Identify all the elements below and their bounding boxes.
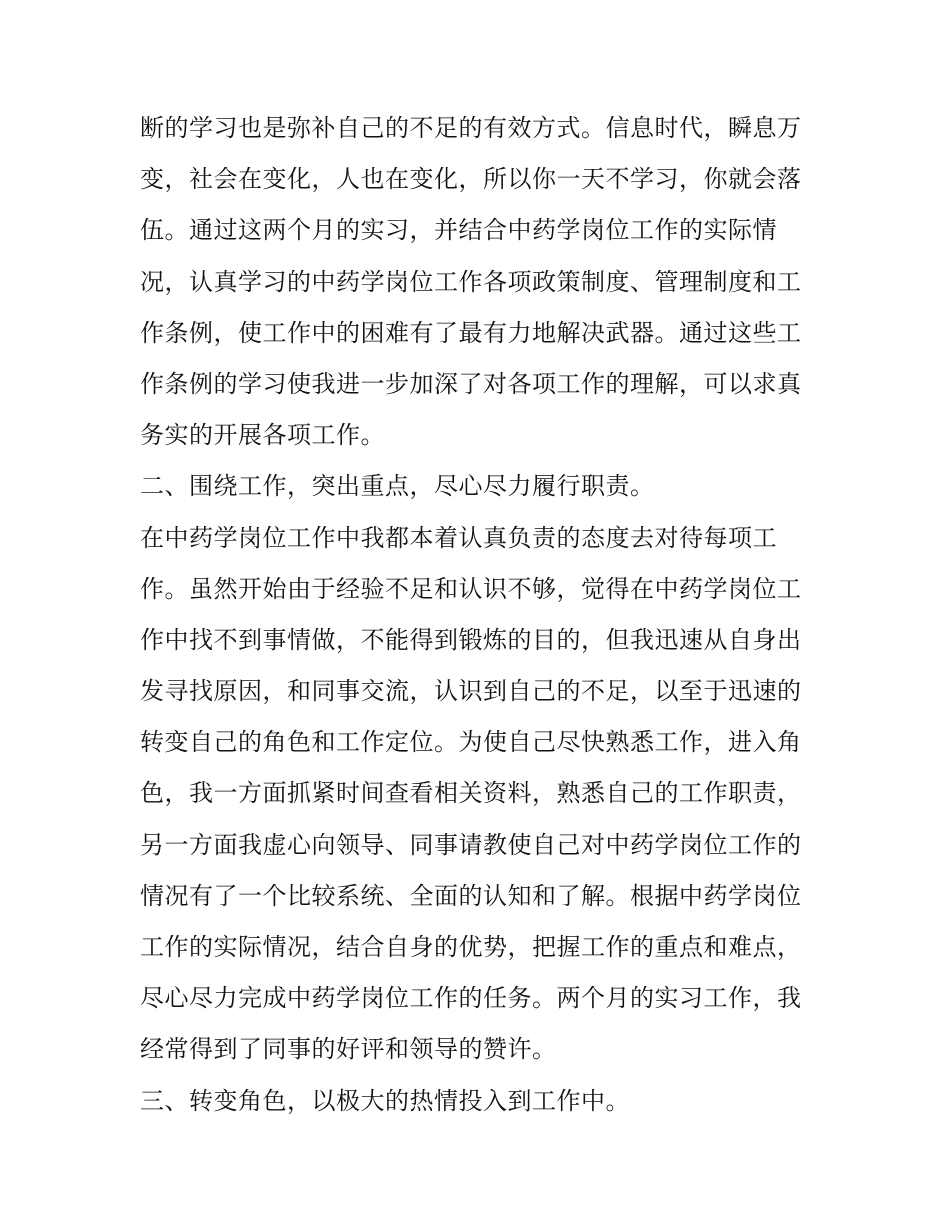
document-body: [140, 103, 820, 1127]
text-line: 经常得到了同事的好评和领导的赞许。: [140, 1035, 557, 1064]
text-line: 伍。通过这两个月的实习，并结合中药学岗位工作的实际情: [140, 216, 777, 245]
text-line: 断的学习也是弥补自己的不足的有效方式。信息时代，瞬息万: [140, 114, 802, 142]
text-line: 作。虽然开始由于经验不足和认识不够，觉得在中药学岗位工: [140, 574, 802, 603]
section-heading: 二、围绕工作，突出重点，尽心尽力履行职责。: [140, 472, 655, 501]
text-line: 作条例，使工作中的困难有了最有力地解决武器。通过这些工: [140, 318, 802, 347]
text-line: 况，认真学习的中药学岗位工作各项政策制度、管理制度和工: [140, 267, 802, 296]
text-line: 在中药学岗位工作中我都本着认真负责的态度去对待每项工: [140, 523, 777, 552]
text-line: 作中找不到事情做，不能得到锻炼的目的，但我迅速从自身出: [140, 625, 802, 654]
text-line: 情况有了一个比较系统、全面的认知和了解。根据中药学岗位: [140, 881, 802, 910]
text-line: 尽心尽力完成中药学岗位工作的任务。两个月的实习工作，我: [140, 984, 802, 1013]
text-line: 发寻找原因，和同事交流，认识到自己的不足，以至于迅速的: [140, 677, 802, 706]
section-heading: 三、转变角色，以极大的热情投入到工作中。: [140, 1086, 630, 1115]
text-line: 另一方面我虚心向领导、同事请教使自己对中药学岗位工作的: [140, 830, 802, 859]
text-line: 变，社会在变化，人也在变化，所以你一天不学习，你就会落: [140, 165, 802, 194]
text-line: 作条例的学习使我进一步加深了对各项工作的理解，可以求真: [140, 369, 802, 398]
text-line: 色，我一方面抓紧时间查看相关资料，熟悉自己的工作职责，: [140, 779, 802, 808]
text-line: 转变自己的角色和工作定位。为使自己尽快熟悉工作，进入角: [140, 728, 802, 757]
text-line: 工作的实际情况，结合自身的优势，把握工作的重点和难点，: [140, 933, 802, 961]
text-line: 务实的开展各项工作。: [140, 421, 385, 450]
